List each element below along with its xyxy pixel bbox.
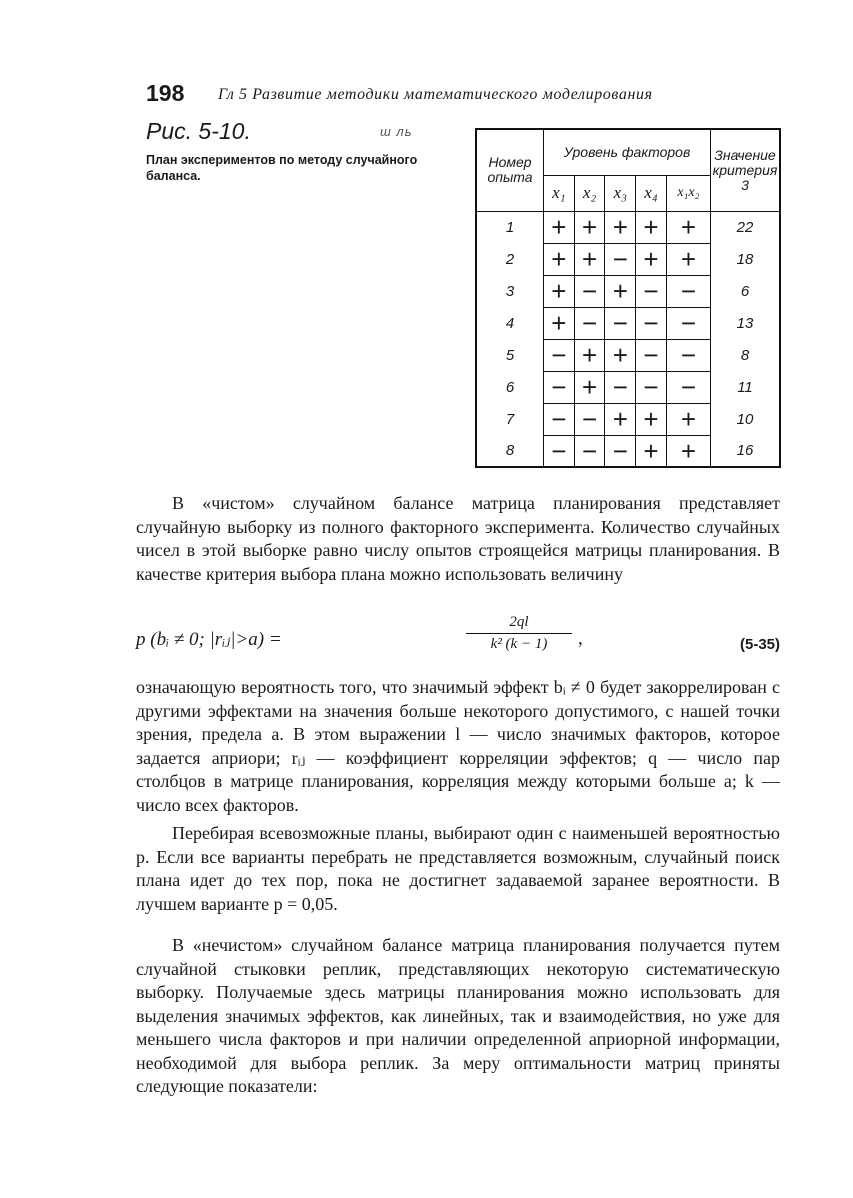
factor-level-cell: + <box>574 211 605 243</box>
experiment-plan-table <box>475 128 781 468</box>
factor-level-cell: + <box>544 211 575 243</box>
running-title: Гл 5 Развитие методики математического моделирования <box>218 86 653 103</box>
criterion-value-cell: 6 <box>711 275 781 307</box>
formula-numerator: 2ql <box>466 614 572 634</box>
table-row <box>476 435 780 467</box>
figure-caption: План экспериментов по методу случайного баланса. <box>146 153 418 183</box>
factor-header-x3: x₃ <box>605 175 636 211</box>
run-number-cell: 3 <box>476 275 544 307</box>
factor-level-cell: + <box>636 211 667 243</box>
factor-level-cell: + <box>574 371 605 403</box>
factor-header-x1x2: x₁x₂ <box>666 175 710 211</box>
header-run-number: Номер опыта <box>476 129 544 211</box>
criterion-value-cell: 10 <box>711 403 781 435</box>
factor-level-cell: − <box>636 371 667 403</box>
table-row <box>476 339 780 371</box>
criterion-value-cell: 16 <box>711 435 781 467</box>
table-row <box>476 275 780 307</box>
factor-level-cell: − <box>544 339 575 371</box>
factor-level-cell: + <box>605 211 636 243</box>
paragraph-3: Перебирая всевозможные планы, выбирают один с наименьшей вероятностью p. Если все варианты перебрать не представляется возможным, случайный поиск плана идет до тех пор, пока не достигнет задаваемой заранее вероятности. В лучшем варианте p = 0,05. <box>136 823 780 914</box>
factor-level-cell: + <box>574 243 605 275</box>
page-number: 198 <box>146 80 185 106</box>
factor-level-cell: − <box>636 275 667 307</box>
formula-5-35 <box>136 610 780 670</box>
factor-level-cell: − <box>544 371 575 403</box>
factor-level-cell: − <box>574 307 605 339</box>
header-factor-levels: Уровень факторов <box>544 129 711 175</box>
table-row <box>476 307 780 339</box>
factor-level-cell: + <box>544 275 575 307</box>
factor-level-cell: + <box>605 275 636 307</box>
figure-label-extra: ш ль <box>380 124 413 139</box>
figure-label: Рис. 5-10. <box>146 118 251 144</box>
factor-level-cell: − <box>574 403 605 435</box>
factor-level-cell: − <box>605 307 636 339</box>
factor-header-x1: x₁ <box>544 175 575 211</box>
factor-level-cell: + <box>666 403 710 435</box>
factor-header-x2: x₂ <box>574 175 605 211</box>
factor-level-cell: − <box>574 435 605 467</box>
factor-level-cell: − <box>636 339 667 371</box>
factor-level-cell: − <box>574 275 605 307</box>
factor-level-cell: + <box>666 435 710 467</box>
factor-level-cell: + <box>636 435 667 467</box>
run-number-cell: 7 <box>476 403 544 435</box>
factor-level-cell: − <box>544 435 575 467</box>
factor-level-cell: − <box>544 403 575 435</box>
table-row <box>476 371 780 403</box>
factor-level-cell: − <box>605 371 636 403</box>
run-number-cell: 6 <box>476 371 544 403</box>
table-row <box>476 403 780 435</box>
run-number-cell: 8 <box>476 435 544 467</box>
factor-level-cell: + <box>544 307 575 339</box>
factor-level-cell: + <box>636 403 667 435</box>
factor-level-cell: − <box>666 339 710 371</box>
factor-level-cell: + <box>574 339 605 371</box>
paragraph-4: В «нечистом» случайном балансе матрица планирования получается путем случайной стыковки реплик, представляющих некоторую систематическую выборку. Получаемые здесь матрицы планирования можно использовать для выделения значимых эффектов, как линейных, так и взаимодействия, но уже для меньшего числа факторов и при наличии определенной априорной информации, необходимой для выбора реплик. За меру оптимальности матриц приняты следующие показатели: <box>136 935 780 1096</box>
criterion-value-cell: 18 <box>711 243 781 275</box>
formula-comma: , <box>578 628 583 649</box>
run-number-cell: 1 <box>476 211 544 243</box>
factor-level-cell: + <box>636 243 667 275</box>
table-row <box>476 243 780 275</box>
criterion-value-cell: 13 <box>711 307 781 339</box>
factor-level-cell: + <box>605 339 636 371</box>
criterion-value-cell: 22 <box>711 211 781 243</box>
run-number-cell: 5 <box>476 339 544 371</box>
factor-level-cell: − <box>605 435 636 467</box>
header-criterion: Значение критерия 3 <box>711 129 781 211</box>
table-row <box>476 211 780 243</box>
factor-level-cell: − <box>605 243 636 275</box>
page-header <box>146 80 766 110</box>
run-number-cell: 2 <box>476 243 544 275</box>
factor-level-cell: + <box>666 211 710 243</box>
run-number-cell: 4 <box>476 307 544 339</box>
factor-level-cell: − <box>636 307 667 339</box>
factor-header-x4: x₄ <box>636 175 667 211</box>
factor-level-cell: + <box>605 403 636 435</box>
paragraph-2: означающую вероятность того, что значимый эффект bᵢ ≠ 0 будет закоррелирован с другими эффектами на значения больше некоторого допустимого, с нашей точки зрения, предела a. В этом выражении l — число значимых факторов, которое задается априори; rᵢⱼ — коэффициент корреляции эффектов; q — число пар столбцов в матрице планирования, корреляция между которыми больше a; k — число всех факторов. <box>136 677 780 815</box>
equation-number: (5-35) <box>739 636 780 653</box>
factor-level-cell: − <box>666 307 710 339</box>
factor-level-cell: + <box>666 243 710 275</box>
formula-left: p (bᵢ ≠ 0; |rᵢⱼ|>a) = <box>136 629 282 650</box>
formula-fraction <box>466 614 572 653</box>
factor-level-cell: − <box>666 275 710 307</box>
formula-denominator: k² (k − 1) <box>490 636 548 652</box>
factor-level-cell: + <box>544 243 575 275</box>
factor-level-cell: − <box>666 371 710 403</box>
criterion-value-cell: 11 <box>711 371 781 403</box>
criterion-value-cell: 8 <box>711 339 781 371</box>
paragraph-1: В «чистом» случайном балансе матрица планирования представляет случайную выборку из полного факторного эксперимента. Количество случайных чисел в этой выборке равно числу опытов строящейся матрицы планирования. В качестве критерия выбора плана можно использовать величину <box>136 493 780 584</box>
